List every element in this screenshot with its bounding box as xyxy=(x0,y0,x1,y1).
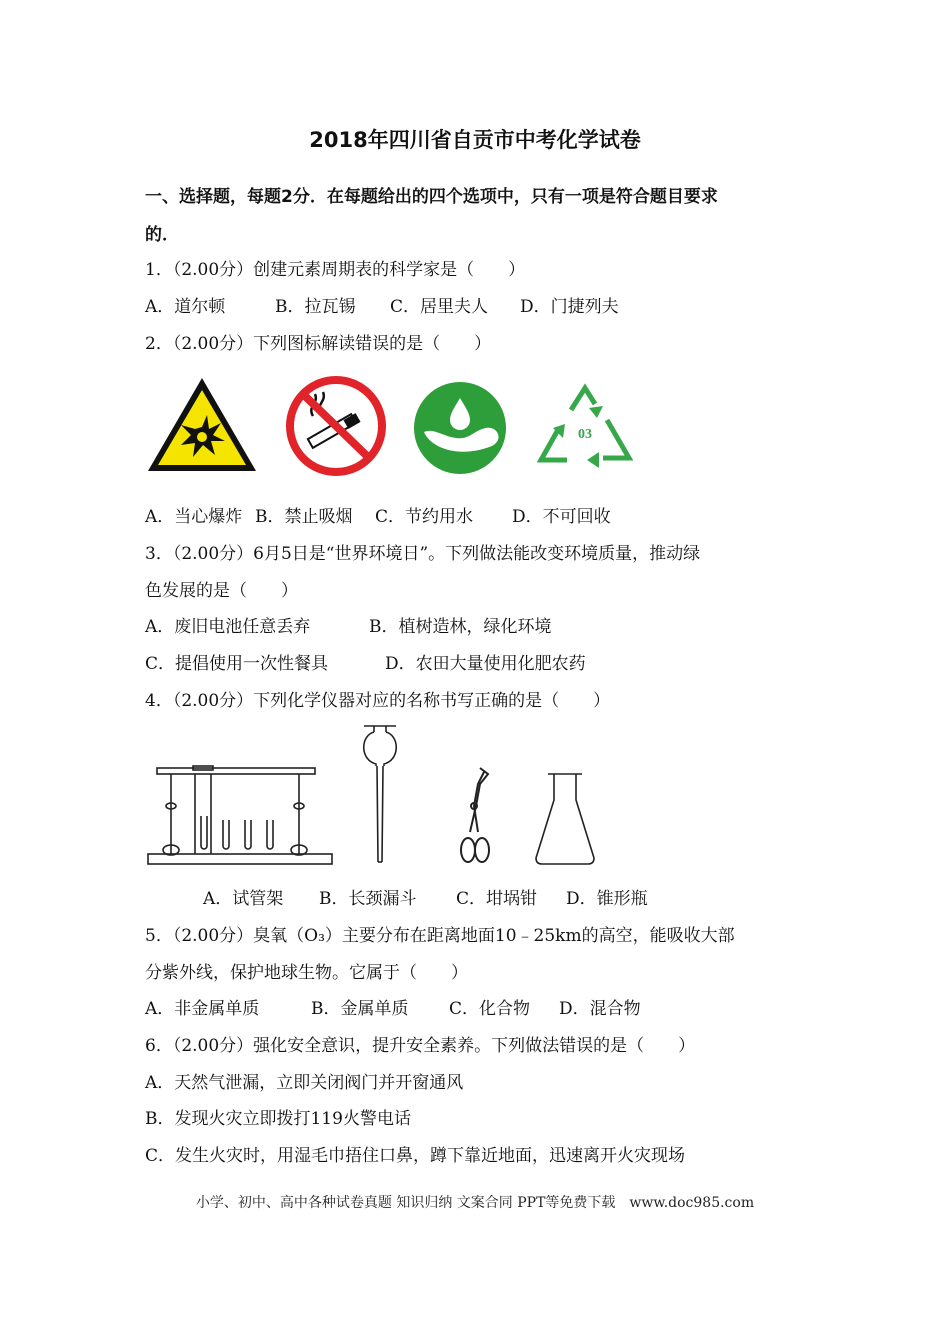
option-d: D．农田大量使用化肥农药 xyxy=(385,654,586,674)
no-smoking-icon xyxy=(285,376,387,476)
question-5-line1: 5．（2.00分）臭氧（O₃）主要分布在距离地面10﹣25km的高空，能吸收大部 xyxy=(145,926,735,946)
conical-flask-icon xyxy=(532,770,598,866)
option-c: C．发生火灾时，用湿毛巾捂住口鼻，蹲下靠近地面，迅速离开火灾现场 xyxy=(145,1146,686,1166)
option-d: D．不可回收 xyxy=(512,507,611,527)
crucible-tongs-icon xyxy=(458,766,492,866)
option-a: A．道尔顿 xyxy=(145,297,226,317)
test-tube-rack-icon xyxy=(145,760,335,868)
recycle-icon xyxy=(533,380,637,476)
option-a: A．试管架 xyxy=(203,889,284,909)
option-d: D．门捷列夫 xyxy=(520,297,619,317)
explosion-warning-icon xyxy=(145,375,259,475)
option-c: C．居里夫人 xyxy=(390,297,489,317)
option-a: A．天然气泄漏，立即关闭阀门并开窗通风 xyxy=(145,1073,464,1093)
question-6: 6．（2.00分）强化安全意识，提升安全素养。下列做法错误的是（ ） xyxy=(145,1036,696,1056)
option-c: C．提倡使用一次性餐具 xyxy=(145,654,329,674)
long-neck-funnel-icon xyxy=(358,722,402,868)
option-a: A．废旧电池任意丢弃 xyxy=(145,617,311,637)
question-2: 2．（2.00分）下列图标解读错误的是（ ） xyxy=(145,334,492,354)
page-title: 2018年四川省自贡市中考化学试卷 xyxy=(309,128,641,152)
question-1: 1．（2.00分）创建元素周期表的科学家是（ ） xyxy=(145,260,526,280)
question-4: 4．（2.00分）下列化学仪器对应的名称书写正确的是（ ） xyxy=(145,691,611,711)
option-b: B．发现火灾立即拨打119火警电话 xyxy=(145,1109,411,1129)
recycle-number: 03 xyxy=(578,427,592,442)
question-1-options xyxy=(145,292,619,317)
option-c: C．节约用水 xyxy=(375,507,474,527)
question-5-line2: 分紫外线，保护地球生物。它属于（ ） xyxy=(145,963,468,983)
section-heading-line1: 一、选择题，每题2分．在每题给出的四个选项中，只有一项是符合题目要求 xyxy=(145,187,718,207)
question-3-options-row2 xyxy=(145,649,586,674)
option-a: A．非金属单质 xyxy=(145,999,260,1019)
option-c: C．化合物 xyxy=(449,999,531,1019)
option-b: B．长颈漏斗 xyxy=(319,889,417,909)
question-3-line2: 色发展的是（ ） xyxy=(145,581,298,601)
question-3-line1: 3．（2.00分）6月5日是“世界环境日”。下列做法能改变环境质量，推动绿 xyxy=(145,544,701,564)
option-d: D．锥形瓶 xyxy=(566,889,648,909)
page-footer: 小学、初中、高中各种试卷真题 知识归纳 文案合同 PPT等免费下载 www.doc985.com xyxy=(195,1195,755,1211)
water-saving-icon xyxy=(412,380,508,476)
question-4-options xyxy=(203,884,648,909)
option-c: C．坩埚钳 xyxy=(456,889,538,909)
option-b: B．禁止吸烟 xyxy=(255,507,353,527)
option-a: A．当心爆炸 xyxy=(145,507,243,527)
question-5-options xyxy=(145,994,641,1019)
option-b: B．拉瓦锡 xyxy=(275,297,356,317)
question-3-options-row1 xyxy=(145,612,552,637)
section-heading-line2: 的． xyxy=(145,225,179,245)
question-2-options xyxy=(145,502,611,527)
option-b: B．植树造林，绿化环境 xyxy=(369,617,552,637)
option-d: D．混合物 xyxy=(559,999,641,1019)
option-b: B．金属单质 xyxy=(311,999,409,1019)
